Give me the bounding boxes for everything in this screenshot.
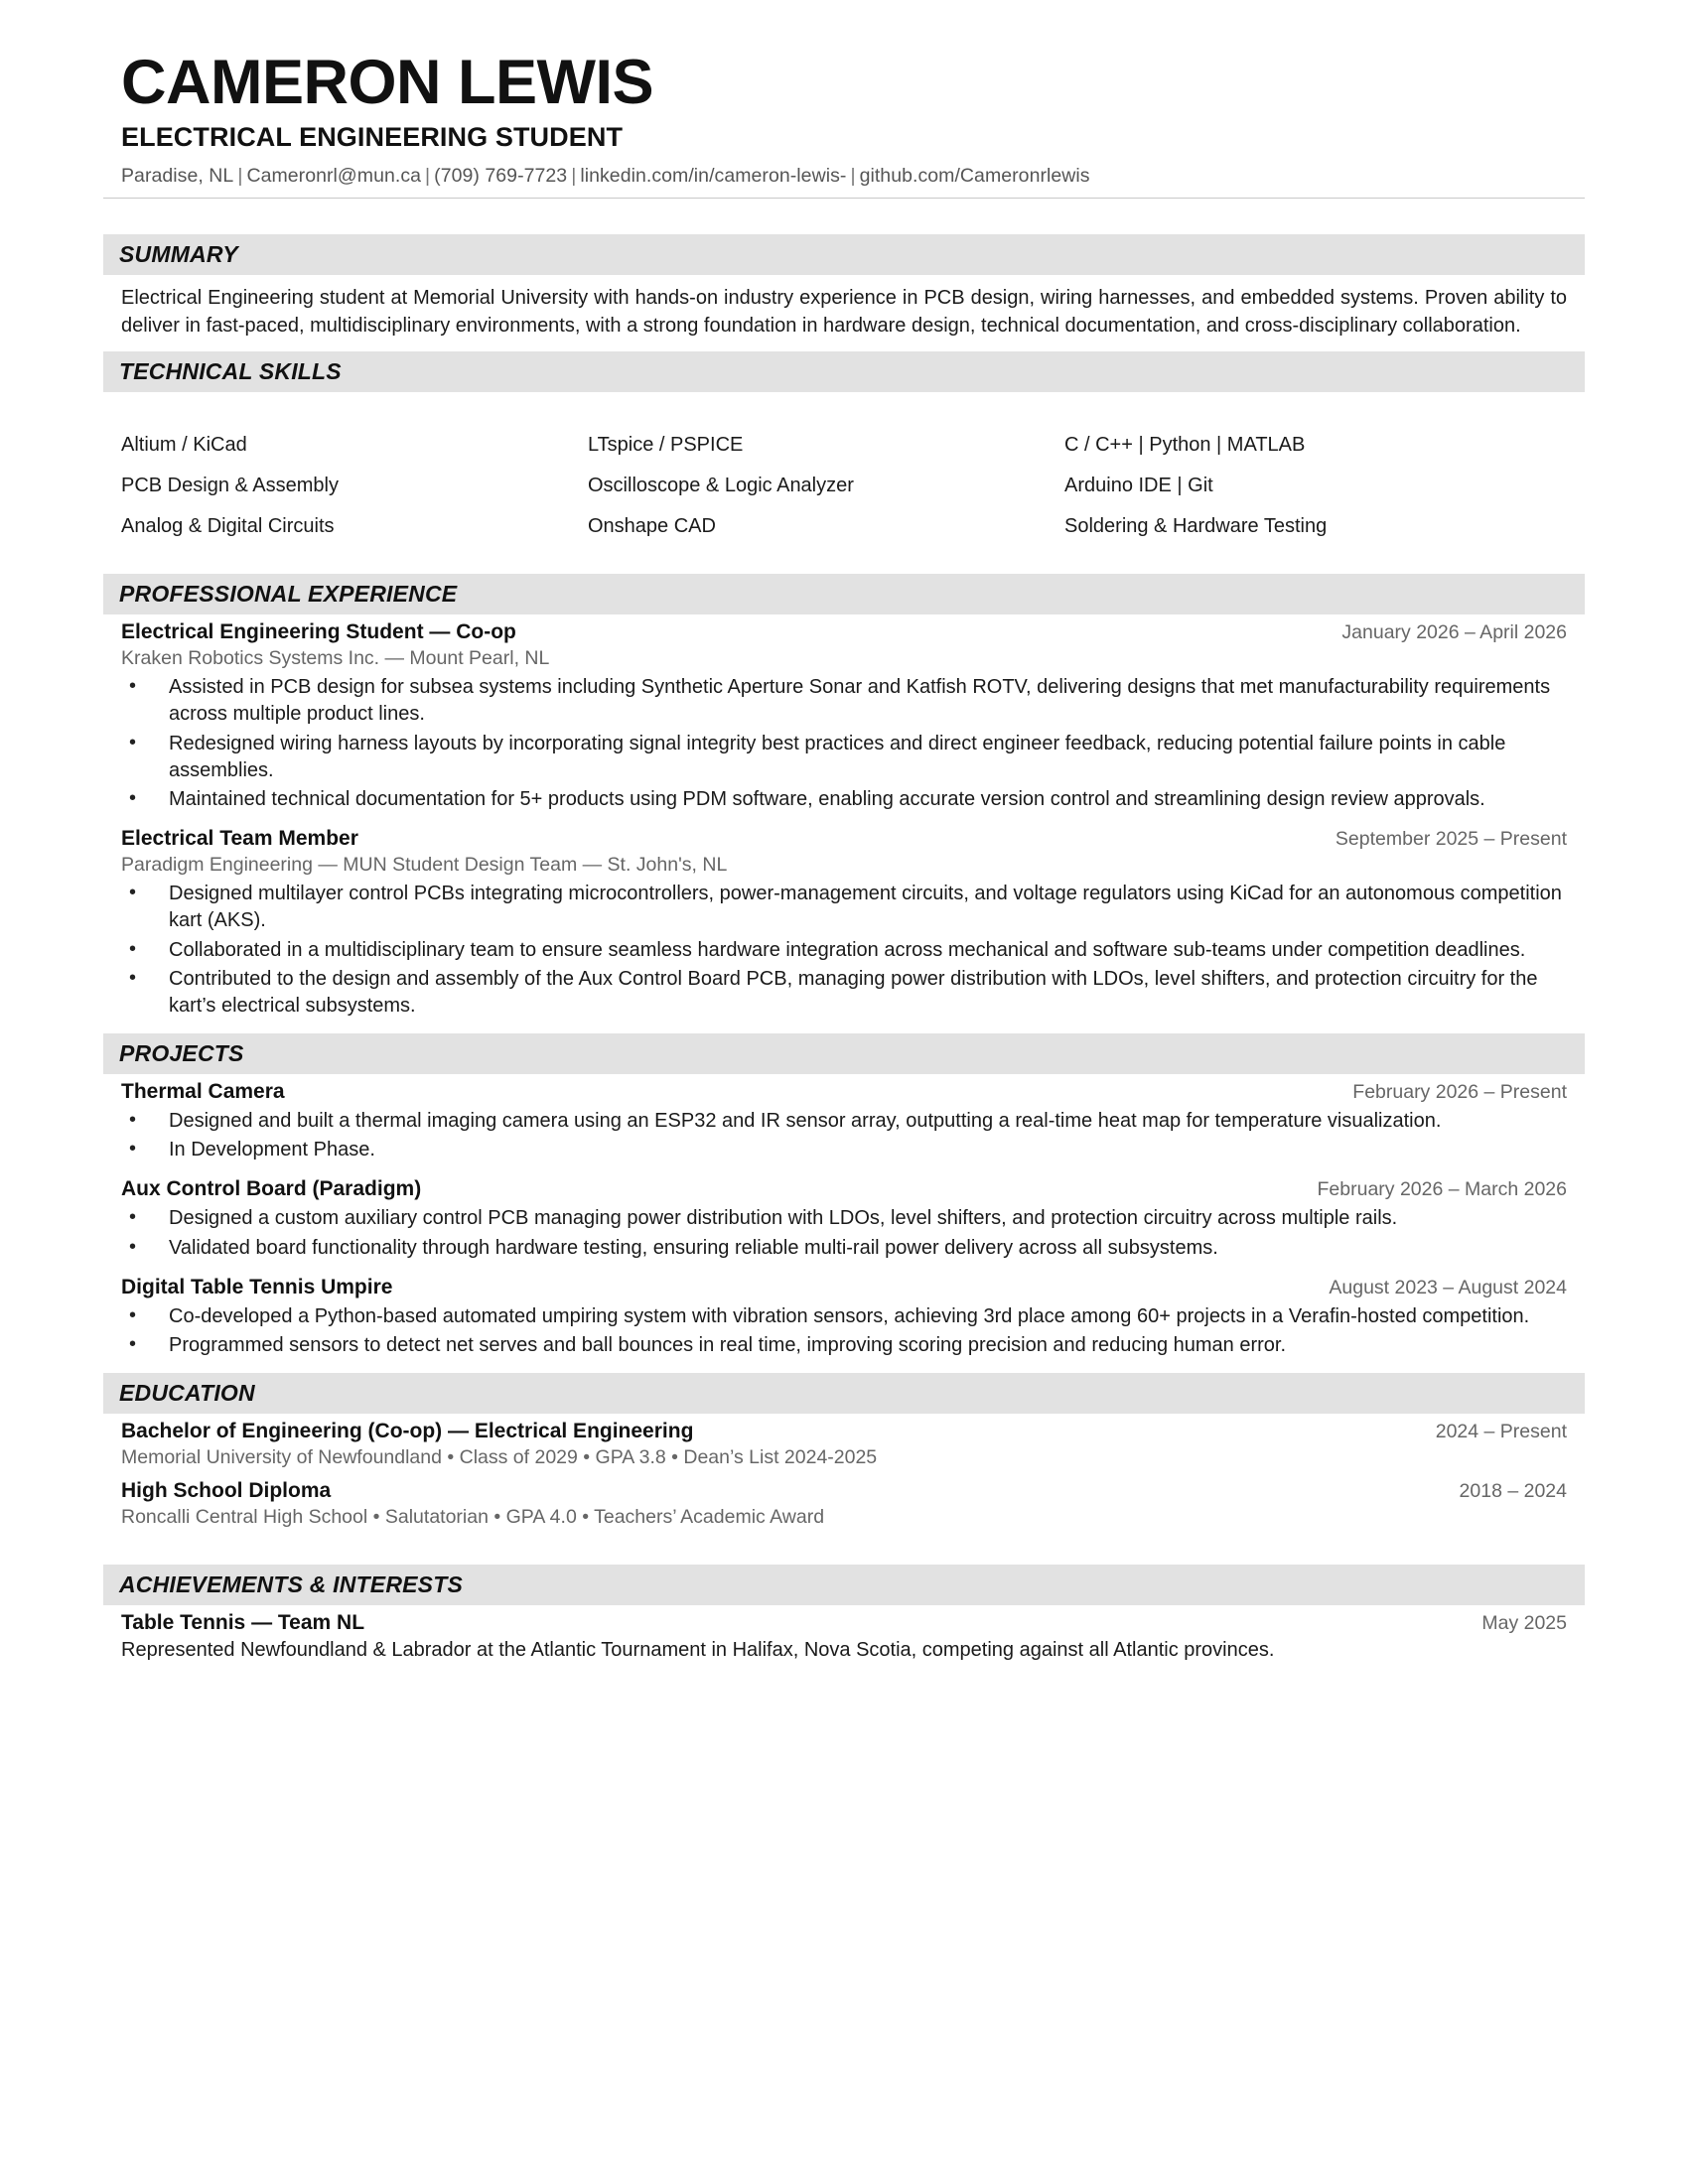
project-title: Aux Control Board (Paradigm) bbox=[121, 1177, 422, 1201]
experience-entry bbox=[103, 620, 1585, 813]
experience-entry bbox=[103, 827, 1585, 1020]
spacer bbox=[103, 815, 1585, 827]
bullet-item: • In Development Phase. bbox=[121, 1137, 1567, 1163]
contact-location: Paradise, NL bbox=[121, 165, 234, 187]
spacer bbox=[103, 199, 1585, 234]
contact-separator: | bbox=[571, 165, 577, 187]
contact-separator: | bbox=[237, 165, 243, 187]
job-organization: Paradigm Engineering — MUN Student Design Team — St. John's, NL bbox=[121, 854, 728, 877]
section-heading-experience: PROFESSIONAL EXPERIENCE bbox=[103, 574, 1585, 614]
project-date: February 2026 – March 2026 bbox=[1317, 1178, 1567, 1201]
achievement-title: Table Tennis — Team NL bbox=[121, 1611, 365, 1635]
bullet-item: • Designed multilayer control PCBs integrating microcontrollers, power-management circuits, and voltage regulators using KiCad for an autonomous competition kart (AKS). bbox=[121, 881, 1567, 934]
entry-header bbox=[103, 1080, 1585, 1104]
spacer bbox=[103, 340, 1585, 351]
contact-github[interactable]: github.com/Cameronrlewis bbox=[859, 165, 1090, 187]
job-bullets bbox=[103, 881, 1585, 1020]
section-heading-achievements: ACHIEVEMENTS & INTERESTS bbox=[103, 1565, 1585, 1605]
project-bullets bbox=[103, 1303, 1585, 1359]
entry-header bbox=[103, 827, 1585, 851]
bullet-item: • Validated board functionality through hardware testing, ensuring reliable multi-rail power delivery across all subsystems. bbox=[121, 1235, 1567, 1262]
project-bullets bbox=[103, 1108, 1585, 1163]
skill-item: LTspice / PSPICE bbox=[588, 434, 744, 457]
project-date: February 2026 – Present bbox=[1352, 1081, 1567, 1104]
education-entry bbox=[103, 1479, 1585, 1529]
entry-header bbox=[103, 620, 1585, 644]
entry-header bbox=[103, 1420, 1585, 1443]
achievement-date: May 2025 bbox=[1481, 1612, 1567, 1635]
skills-grid bbox=[103, 392, 1585, 538]
candidate-subtitle: ELECTRICAL ENGINEERING STUDENT bbox=[121, 122, 624, 152]
project-entry bbox=[103, 1080, 1585, 1163]
spacer bbox=[103, 1165, 1585, 1177]
project-bullets bbox=[103, 1205, 1585, 1261]
skill-item: Altium / KiCad bbox=[121, 434, 247, 457]
entry-header bbox=[103, 1479, 1585, 1503]
achievement-entry bbox=[103, 1611, 1585, 1664]
project-entry bbox=[103, 1177, 1585, 1261]
bullet-item: • Collaborated in a multidisciplinary team to ensure seamless hardware integration across mechanical and software sub-teams under competition deadlines. bbox=[121, 937, 1567, 964]
contact-separator: | bbox=[425, 165, 431, 187]
bullet-item: • Designed and built a thermal imaging camera using an ESP32 and IR sensor array, outputting a real-time heat map for temperature visualization. bbox=[121, 1108, 1567, 1135]
bullet-item: • Maintained technical documentation for 5+ products using PDM software, enabling accurate version control and streamlining design review approvals. bbox=[121, 786, 1567, 813]
contact-phone[interactable]: (709) 769-7723 bbox=[434, 165, 568, 187]
skill-item: Onshape CAD bbox=[588, 515, 716, 538]
bullet-item: • Designed a custom auxiliary control PCB managing power distribution with LDOs, level shifters, and protection circuitry across multiple rails. bbox=[121, 1205, 1567, 1232]
skill-item: Analog & Digital Circuits bbox=[121, 515, 335, 538]
contact-line bbox=[121, 165, 1585, 188]
job-title: Electrical Engineering Student — Co-op bbox=[121, 620, 516, 644]
job-organization: Kraken Robotics Systems Inc. — Mount Pearl, NL bbox=[121, 647, 550, 670]
bullet-item: • Contributed to the design and assembly of the Aux Control Board PCB, managing power distribution with LDOs, level shifters, and protection circuitry for the kart’s electrical subsystems. bbox=[121, 966, 1567, 1020]
contact-email[interactable]: Cameronrl@mun.ca bbox=[246, 165, 422, 187]
section-heading-summary: SUMMARY bbox=[103, 234, 1585, 275]
spacer bbox=[103, 1469, 1585, 1479]
contact-linkedin[interactable]: linkedin.com/in/cameron-lewis- bbox=[580, 165, 847, 187]
summary-text: Electrical Engineering student at Memorial University with hands-on industry experience in PCB design, wiring harnesses, and embedded systems. Proven ability to deliver in fast-paced, multidisciplinary environments, with a strong foundation in hardware design, technical documentation, and cross-disciplinary collaboration. bbox=[121, 287, 1567, 337]
job-date: September 2025 – Present bbox=[1335, 828, 1567, 851]
degree-date: 2018 – 2024 bbox=[1459, 1480, 1567, 1503]
degree-title: Bachelor of Engineering (Co-op) — Electrical Engineering bbox=[121, 1420, 694, 1443]
degree-details: Memorial University of Newfoundland • Class of 2029 • GPA 3.8 • Dean’s List 2024-2025 bbox=[121, 1446, 878, 1469]
spacer bbox=[103, 1264, 1585, 1276]
candidate-name: CAMERON LEWIS bbox=[121, 48, 653, 117]
bullet-item: • Assisted in PCB design for subsea systems including Synthetic Aperture Sonar and Katfish ROTV, delivering designs that met manufacturability requirements across multiple product lines. bbox=[121, 674, 1567, 728]
spacer bbox=[103, 538, 1585, 574]
project-date: August 2023 – August 2024 bbox=[1329, 1276, 1567, 1298]
job-title: Electrical Team Member bbox=[121, 827, 358, 851]
spacer bbox=[103, 1529, 1585, 1565]
education-entry bbox=[103, 1420, 1585, 1469]
project-title: Digital Table Tennis Umpire bbox=[121, 1275, 393, 1298]
skill-item: Arduino IDE | Git bbox=[1064, 475, 1213, 497]
spacer bbox=[103, 1361, 1585, 1373]
job-bullets bbox=[103, 674, 1585, 813]
bullet-item: • Co-developed a Python-based automated umpiring system with vibration sensors, achieving 3rd place among 60+ projects in a Verafin-hosted competition. bbox=[121, 1303, 1567, 1330]
achievement-description: Represented Newfoundland & Labrador at the Atlantic Tournament in Halifax, Nova Scotia, competing against all Atlantic provinces. bbox=[121, 1639, 1275, 1662]
job-date: January 2026 – April 2026 bbox=[1341, 621, 1567, 644]
entry-header bbox=[103, 1276, 1585, 1299]
section-heading-projects: PROJECTS bbox=[103, 1033, 1585, 1074]
degree-title: High School Diploma bbox=[121, 1479, 332, 1503]
contact-separator: | bbox=[850, 165, 856, 187]
entry-header bbox=[103, 1611, 1585, 1635]
skill-item: Oscilloscope & Logic Analyzer bbox=[588, 475, 854, 497]
spacer bbox=[103, 1022, 1585, 1033]
skill-item: Soldering & Hardware Testing bbox=[1064, 515, 1328, 538]
bullet-item: • Redesigned wiring harness layouts by incorporating signal integrity best practices and direct engineer feedback, reducing potential failure points in cable assemblies. bbox=[121, 731, 1567, 784]
degree-details: Roncalli Central High School • Salutatorian • GPA 4.0 • Teachers’ Academic Award bbox=[121, 1506, 825, 1529]
entry-header bbox=[103, 1177, 1585, 1201]
skill-item: PCB Design & Assembly bbox=[121, 475, 339, 497]
project-title: Thermal Camera bbox=[121, 1080, 285, 1104]
resume-header bbox=[103, 48, 1585, 199]
degree-date: 2024 – Present bbox=[1435, 1421, 1567, 1443]
skill-item: C / C++ | Python | MATLAB bbox=[1064, 434, 1306, 457]
section-heading-skills: TECHNICAL SKILLS bbox=[103, 351, 1585, 392]
section-heading-education: EDUCATION bbox=[103, 1373, 1585, 1414]
bullet-item: • Programmed sensors to detect net serves and ball bounces in real time, improving scoring precision and reducing human error. bbox=[121, 1332, 1567, 1359]
project-entry bbox=[103, 1276, 1585, 1359]
